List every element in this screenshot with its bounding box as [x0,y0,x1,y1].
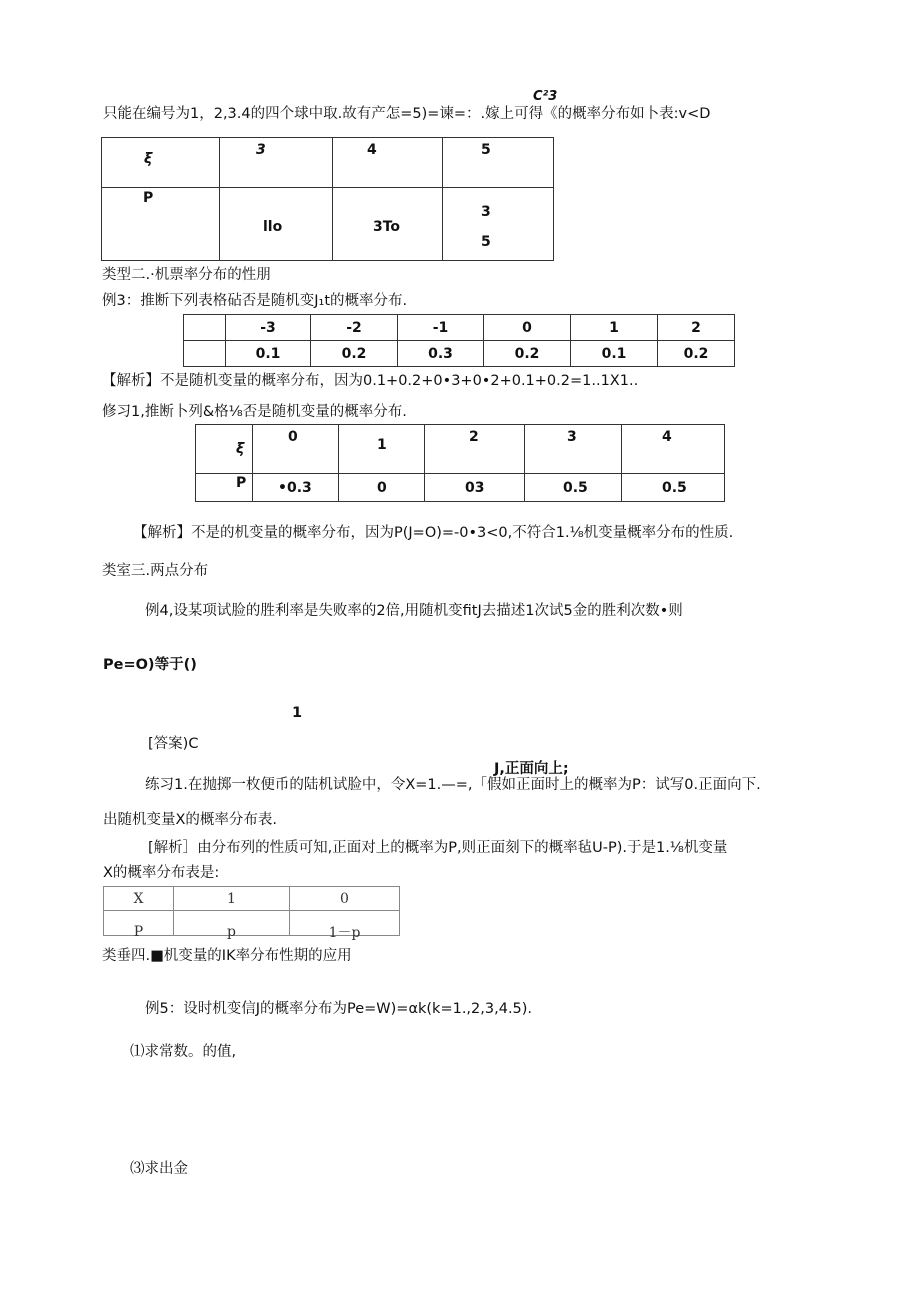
answer-text: [答案)C [148,736,199,752]
table3-value-cell: 0.5 [525,474,622,502]
table2-value-cell: 0.2 [658,341,735,367]
table2-row-blank [184,341,226,367]
image-table-header-0: 0 [290,887,400,911]
table3-header-0: 0 [253,425,339,474]
table2-value-cell: 0.2 [484,341,571,367]
distribution-table-1 [101,137,554,261]
table2-header-cell: -1 [398,315,484,341]
intro-text: 只能在编号为1，2,3.4的四个球中取.故有产怎=5)=谏=：.嫁上可得《的概率分布如卜表:v<D [103,106,711,122]
table3-value-cell: 0.5 [622,474,725,502]
distribution-table-3 [195,424,725,502]
table2-header-cell: 0 [484,315,571,341]
table3-row-p-label: P [196,474,253,502]
table3-value-cell: 0 [339,474,425,502]
example4-continued: Pe=O)等于() [103,657,197,673]
table1-header-3: 3 [220,138,333,188]
table1-row-p-label: P [102,188,220,261]
lone-number: 1 [292,705,303,721]
practice1-title: 修习1,推断卜列&格⅛否是随机变量的概率分布. [102,404,407,420]
table3-header-4: 4 [622,425,725,474]
question-3: ⑶求出金 [130,1161,188,1177]
table3-header-xi: ξ [196,425,253,474]
analysis-2: 【解析】不是的机变量的概率分布，因为P(J=O)=-0•3<0,不符合1.⅛机变量概率分布的性质. [133,525,734,541]
analysis-3-continued: X的概率分布表是: [103,865,220,881]
table2-header-cell: 1 [571,315,658,341]
table2-header-cell: -2 [311,315,398,341]
table3-value-cell: •0.3 [253,474,339,502]
table2-header-cell: -3 [226,315,311,341]
table2-header-cell: 2 [658,315,735,341]
table1-header-xi: ξ [102,138,220,188]
table2-value-cell: 0.1 [571,341,658,367]
example4-text: 例4,设某项试脸的胜利率是失败率的2倍,用随机变fitJ去描述1次试5金的胜利次数•则 [145,603,683,619]
table2-value-cell: 0.2 [311,341,398,367]
table2-value-cell: 0.1 [226,341,311,367]
example5-text: 例5：设时机变信J的概率分布为Pe=W)=αk(k=1.,2,3,4.5). [145,1001,533,1017]
table1-cell-p3: llo [220,188,333,261]
image-table-row-p: P [104,911,174,936]
analysis-3: [解析］由分布列的性质可知,正面对上的概率为P,则正面刻下的概率毡U-P).于是1.⅛机变量 [148,840,728,856]
table3-value-cell: 03 [425,474,525,502]
table1-header-5: 5 [443,138,554,188]
table1-cell-p4: 3To [333,188,443,261]
distribution-table-2 [183,314,735,367]
example3-text: 例3：推断下列表格砧否是随机变J₁t的概率分布. [102,293,408,309]
table2-header-blank [184,315,226,341]
table3-header-2: 2 [425,425,525,474]
image-table-header-x: X [104,887,174,911]
table2-value-cell: 0.3 [398,341,484,367]
intro-line [103,104,710,124]
image-table-header-1: 1 [174,887,290,911]
distribution-table-image [103,886,399,941]
type2-heading: 类型二.·机票率分布的性朋 [102,267,271,283]
table1-cell-p5: 3 5 [443,188,554,261]
type4-heading: 类垂四.■机变量的IK率分布性期的应用 [102,948,352,964]
image-table-cell-p: p [174,911,290,936]
analysis-1: 【解析】不是随机变量的概率分布，因为0.1+0.2+0•3+0•2+0.1+0.2=1..1X1.. [102,373,639,389]
table3-header-3: 3 [525,425,622,474]
type3-heading: 类室三.两点分布 [102,563,209,579]
table1-header-4: 4 [333,138,443,188]
practice-margin-note: J,正面向上; [494,761,569,777]
image-table-cell-1-p: 1－p [290,911,400,936]
question-1: ⑴求常数。的值, [130,1044,237,1060]
practice2-text: 练习1.在抛掷一枚便币的陆机试脸中，令X=1.—=,「假如正面时上的概率为P：试写0.正面向下. [145,777,761,793]
superscript-note: C²3 [533,89,558,104]
table3-header-1: 1 [339,425,425,474]
practice2-continued: 出随机变量X的概率分布表. [103,812,278,828]
